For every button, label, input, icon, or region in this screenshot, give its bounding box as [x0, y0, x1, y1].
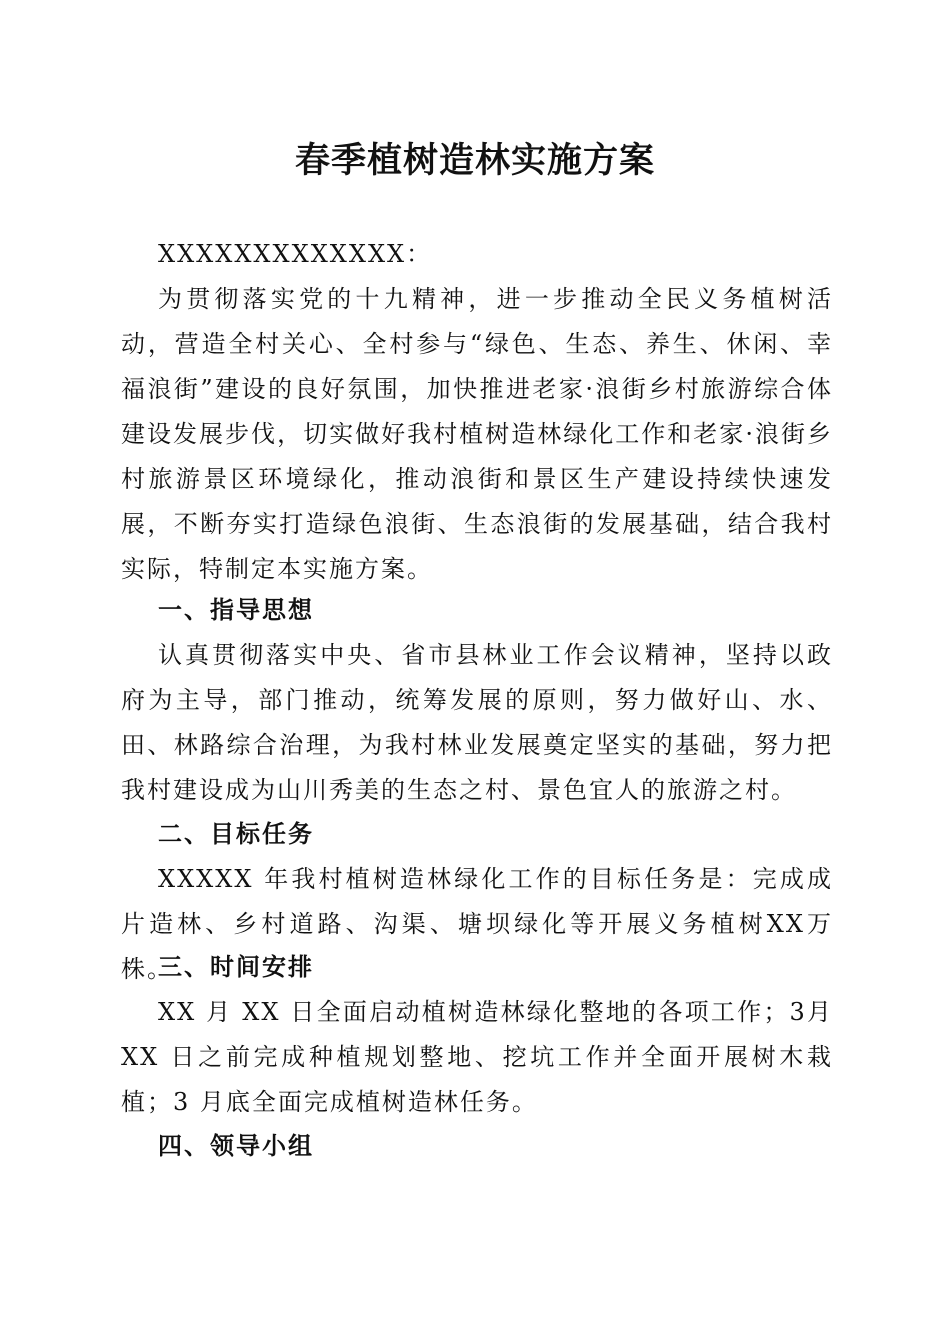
section-heading-schedule: 三、时间安排	[158, 953, 314, 981]
document-title: 春季植树造林实施方案	[294, 140, 655, 181]
section-text-guiding-ideology: 认真贯彻落实中央、省市县林业工作会议精神，坚持以政府为主导，部门推动，统筹发展的原则，努力做好山、水、田、林路综合治理，为我村林业发展奠定坚实的基础，努力把我村建设成为山川秀美的生态之村、景色宜人的旅游之村。	[121, 641, 833, 804]
section-heading-guiding-ideology: 一、指导思想	[158, 596, 314, 624]
section-text-schedule: XX 月 XX 日全面启动植树造林绿化整地的各项工作；3月 XX 日之前完成种植规划整地、挖坑工作并全面开展树木栽植；3 月底全面完成植树造林任务。	[121, 998, 833, 1116]
section-text-targets: XXXXX 年我村植树造林绿化工作的目标任务是：完成成片造林、乡村道路、沟渠、塘坝绿化等开展义务植树XX万株。	[121, 865, 833, 983]
section-heading-leadership-group: 四、领导小组	[158, 1132, 314, 1160]
intro-paragraph: 为贯彻落实党的十九精神，进一步推动全民义务植树活动，营造全村关心、全村参与“绿色、生态、养生、休闲、幸福浪街”建设的良好氛围，加快推进老家·浪街乡村旅游综合体建设发展步伐，切实做好我村植树造林绿化工作和老家·浪街乡村旅游景区环境绿化，推动浪街和景区生产建设持续快速发展，不断夯实打造绿色浪街、生态浪街的发展基础，结合我村实际，特制定本实施方案。	[121, 285, 833, 583]
salutation: XXXXXXXXXXXXX：	[158, 240, 433, 268]
section-heading-targets: 二、目标任务	[158, 820, 314, 848]
